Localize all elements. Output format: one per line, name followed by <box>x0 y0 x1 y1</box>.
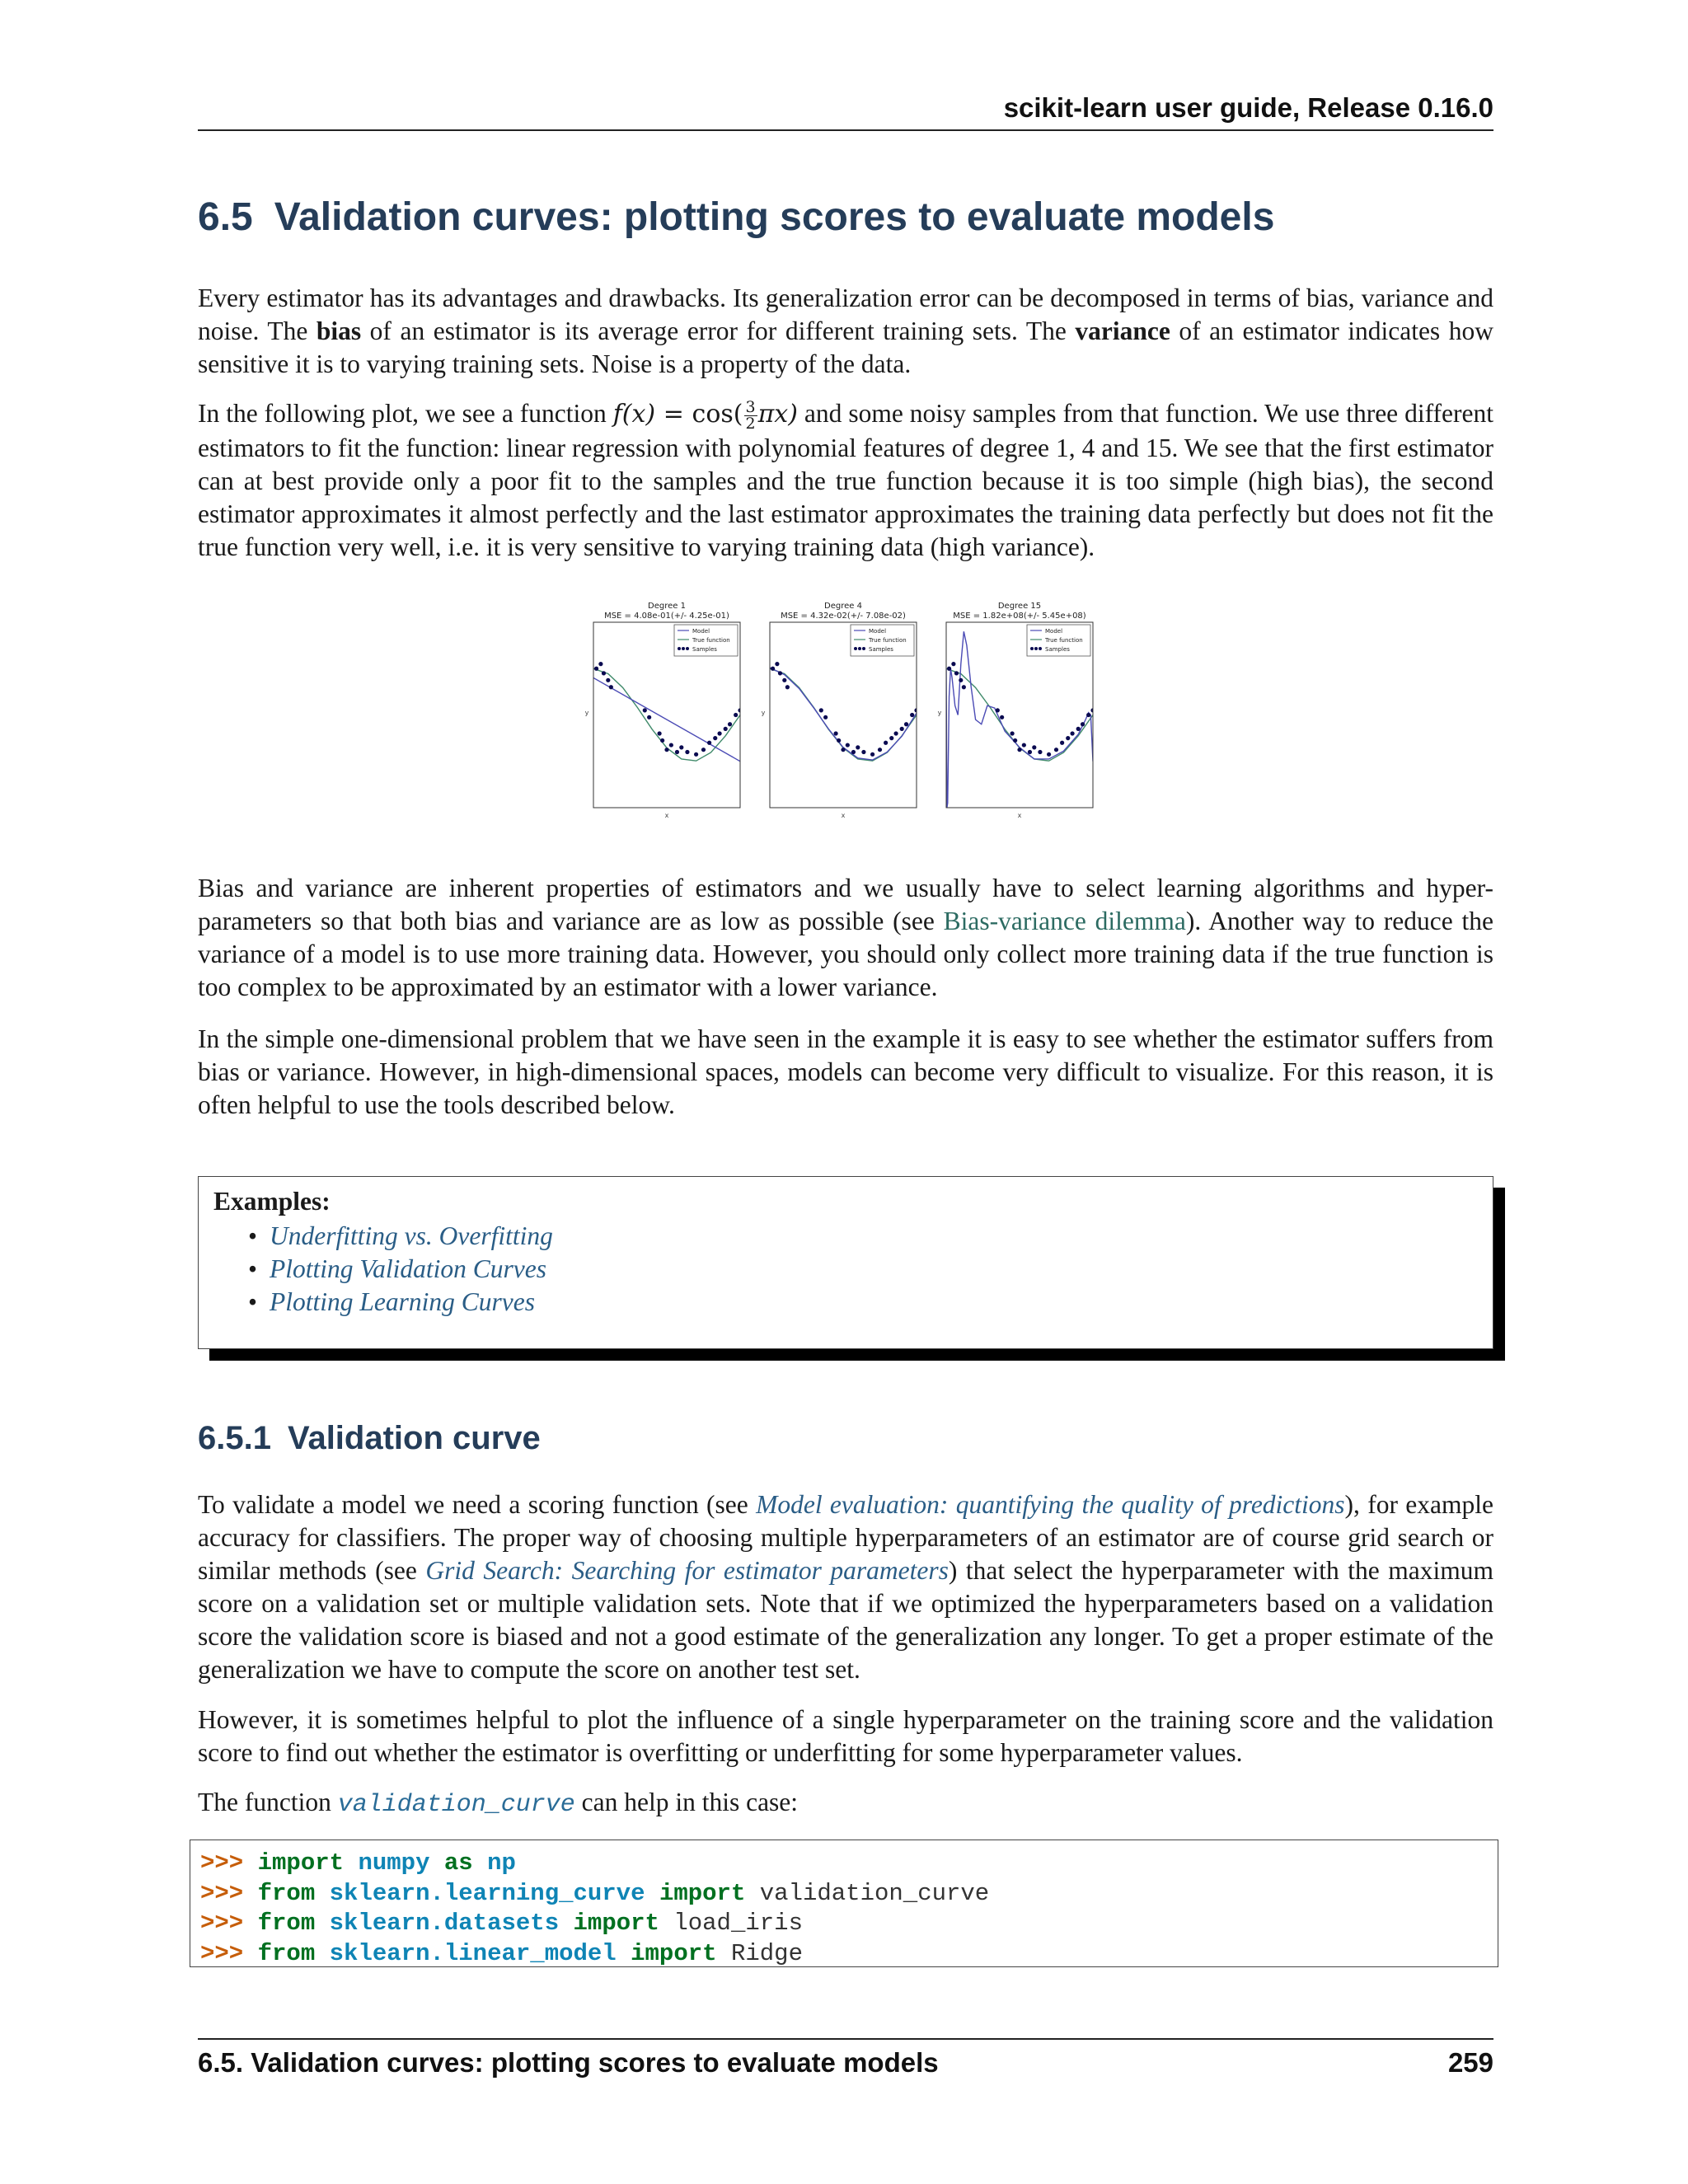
code-line <box>200 1849 1488 1879</box>
sample-point <box>658 731 662 735</box>
sample-point <box>1032 745 1036 749</box>
sample-point <box>785 685 790 689</box>
sample-point <box>884 741 888 745</box>
subplot-title: Degree 4 <box>824 602 862 611</box>
text-run: ), for example accuracy for classifiers. The proper way of choosing multiple hyperparameters of an estimator are of course grid search or similar methods (see <box>198 1490 1493 1585</box>
link-grid-search[interactable]: Grid Search: Searching for estimator parameters <box>425 1556 949 1585</box>
sample-point <box>598 662 603 666</box>
bullet-icon: • <box>248 1254 258 1283</box>
sample-point <box>856 745 860 749</box>
sample-point <box>664 748 668 752</box>
bullet-icon: • <box>248 1287 258 1316</box>
math-formula <box>612 397 798 433</box>
sample-point <box>1047 752 1051 757</box>
subsection-number: 6.5.1 <box>198 1420 271 1456</box>
sample-point <box>606 678 610 682</box>
legend-swatch-dot <box>678 647 681 650</box>
model-line <box>770 668 917 760</box>
figure-svg <box>585 598 1146 820</box>
sample-point <box>823 715 828 719</box>
legend-swatch-dot <box>1030 647 1034 650</box>
code-keyword: from <box>257 1939 316 1967</box>
paragraph-hyperparameter-influence <box>198 1704 1493 1769</box>
sample-point <box>962 685 966 689</box>
subplot-mse: MSE = 4.32e-02(+/- 7.08e-02) <box>781 612 906 621</box>
sample-point <box>954 671 959 675</box>
code-prompt: >>> <box>200 1939 244 1967</box>
text-run: ) that select the hyperparameter with the maximum score on a validation set or multiple validation sets. Note that if we optimized the hyperparameters based on a validation score the validation score is biased and not a good estimate of the generalization any longer. To get a proper estimate of the generalization we have to compute the score on another test set. <box>198 1556 1493 1684</box>
sample-point <box>1028 750 1032 754</box>
text-run: However, it is sometimes helpful to plot the influence of a single hyperparameter on the training score and the validation score to find out whether the estimator is overfitting or underfitting for some hyperparameter values. <box>198 1705 1493 1767</box>
sample-point <box>900 727 904 731</box>
link-bias-variance-dilemma[interactable]: Bias-variance dilemma <box>943 907 1186 935</box>
text-run: can help in this case: <box>574 1788 799 1816</box>
term-bias: bias <box>316 316 362 345</box>
code-keyword: import <box>573 1910 659 1937</box>
sample-point <box>837 738 841 743</box>
sample-point <box>1060 741 1064 745</box>
sample-point <box>660 738 664 743</box>
paragraph-bias-variance <box>198 282 1493 381</box>
sample-point <box>947 667 951 671</box>
bullet-icon: • <box>248 1221 258 1250</box>
sample-point <box>602 671 606 675</box>
code-name: Ridge <box>730 1939 803 1967</box>
code-keyword: import <box>631 1939 717 1967</box>
sample-point <box>834 731 838 735</box>
sample-point <box>669 743 673 747</box>
text-run: ). Another way to reduce the variance of a model is to use more training data. However, you should only collect more training data if the true function is too complex to be approximated by an estimator with a lower variance. <box>198 907 1493 1001</box>
x-axis-label: x <box>841 812 846 819</box>
legend-entry: Samples <box>692 646 717 653</box>
text-run: In the following plot, we see a function <box>198 399 613 428</box>
sample-point <box>782 678 786 682</box>
x-axis-label: x <box>664 812 669 819</box>
text-run: The function <box>198 1788 338 1816</box>
sample-point <box>707 741 711 745</box>
sample-point <box>1076 727 1081 731</box>
footer-section-title: 6.5. Validation curves: plotting scores to evaluate models <box>198 2047 939 2078</box>
text-run: and some noisy samples from that function. We use three different estimators to fit the function: linear regression with polynomial features of degree 1, 4 and 15. We see that the first estimator can at best provide only a poor fit to the samples and the true function because it is too simple (high bias), the second estimator approximates it almost perfectly and the last estimator approximates the training data perfectly but does not fit the true function very well, i.e. it is very sensitive to varying training data (high variance). <box>198 399 1493 561</box>
sample-point <box>679 745 683 749</box>
legend-entry: Model <box>692 628 710 635</box>
y-axis-label: y <box>585 709 589 717</box>
sample-point <box>1070 731 1074 735</box>
code-module: numpy <box>358 1849 430 1877</box>
sample-point <box>778 671 782 675</box>
paragraph-function-intro <box>198 1786 1493 1821</box>
subsection-title: Validation curve <box>287 1420 541 1456</box>
math-fraction <box>744 397 757 433</box>
code-prompt: >>> <box>200 1879 244 1907</box>
sample-point <box>701 748 706 752</box>
header-rule <box>198 129 1493 131</box>
footer-rule <box>198 2038 1493 2040</box>
code-prompt: >>> <box>200 1910 244 1937</box>
example-link-underfitting[interactable]: Underfitting vs. Overfitting <box>270 1221 553 1250</box>
sample-point <box>647 715 651 719</box>
subplot-plot-area <box>593 662 743 762</box>
subplot-1 <box>585 602 743 819</box>
subplot-plot-area <box>770 662 919 761</box>
link-model-evaluation[interactable]: Model evaluation: quantifying the quality of predictions <box>756 1490 1345 1519</box>
sample-point <box>870 752 874 757</box>
sample-point <box>904 722 908 726</box>
subplot-title: Degree 1 <box>648 602 686 611</box>
sample-point <box>878 748 882 752</box>
example-item <box>248 1253 553 1286</box>
legend-entry: True function <box>1045 637 1083 644</box>
paragraph-validate-model <box>198 1488 1493 1686</box>
code-line <box>200 1939 1488 1970</box>
sample-point <box>1054 748 1058 752</box>
sample-point <box>1081 722 1085 726</box>
sample-point <box>728 722 732 726</box>
section-title: Validation curves: plotting scores to evaluate models <box>274 195 1275 239</box>
sample-point <box>1017 748 1021 752</box>
text-run: of an estimator indicates how sensitive it is to varying training sets. Noise is a property of the data. <box>198 316 1493 378</box>
sample-point <box>713 736 717 740</box>
paragraph-plot-description <box>198 397 1493 564</box>
text-run: Every estimator has its advantages and drawbacks. Its generalization error can be decomposed in terms of bias, variance and noise. The <box>198 284 1493 345</box>
legend-swatch-dot <box>1034 647 1038 650</box>
code-block[interactable] <box>190 1840 1498 1967</box>
sample-point <box>724 727 728 731</box>
sample-point <box>1013 738 1017 743</box>
code-name: load_iris <box>673 1910 803 1937</box>
sample-point <box>1000 715 1004 719</box>
code-module: sklearn.learning_curve <box>329 1879 645 1907</box>
code-keyword: import <box>257 1849 345 1877</box>
sample-point <box>643 708 647 712</box>
text-run: To validate a model we need a scoring function (see <box>198 1490 757 1519</box>
code-prompt: >>> <box>200 1849 244 1877</box>
model-line <box>946 631 1093 808</box>
subplot-mse: MSE = 1.82e+08(+/- 5.45e+08) <box>953 612 1086 621</box>
legend-swatch-dot <box>854 647 857 650</box>
subplot-2 <box>762 602 919 819</box>
legend-entry: Samples <box>869 646 893 653</box>
sample-point <box>1038 750 1042 754</box>
legend-entry: True function <box>869 637 907 644</box>
section-heading <box>198 194 1493 240</box>
examples-list <box>248 1220 553 1319</box>
subplot-plot-area <box>946 631 1095 808</box>
sample-point <box>685 750 689 754</box>
legend-entry: Model <box>1045 628 1063 635</box>
example-item <box>248 1286 553 1319</box>
sample-point <box>594 667 598 671</box>
subplot-mse: MSE = 4.08e-01(+/- 4.25e-01) <box>604 612 729 621</box>
sample-point <box>841 748 845 752</box>
math-cos: cos( <box>692 400 743 429</box>
true-function-line <box>593 668 740 761</box>
sample-point <box>675 750 679 754</box>
sample-point <box>1066 736 1070 740</box>
examples-box <box>198 1176 1493 1349</box>
fraction-denominator: 2 <box>745 414 756 433</box>
example-link-learning-curves[interactable]: Plotting Learning Curves <box>270 1287 535 1316</box>
sample-point <box>861 750 865 754</box>
legend-swatch-dot <box>858 647 861 650</box>
code-module: sklearn.linear_model <box>329 1939 617 1967</box>
example-link-validation-curves[interactable]: Plotting Validation Curves <box>270 1254 546 1283</box>
math-lhs: f(x) = <box>612 400 692 429</box>
page-number: 259 <box>1447 2047 1493 2078</box>
legend-entry: Samples <box>1045 646 1070 653</box>
code-keyword: from <box>257 1879 316 1907</box>
fraction-numerator: 3 <box>745 397 756 416</box>
code-name: np <box>487 1849 516 1877</box>
examples-title: Examples: <box>213 1187 331 1216</box>
sample-point <box>734 713 738 717</box>
legend-swatch-dot <box>862 647 865 650</box>
legend-entry: Model <box>869 628 887 635</box>
sample-point <box>889 736 893 740</box>
legend-entry: True function <box>692 637 730 644</box>
sample-point <box>893 731 898 735</box>
sample-point <box>951 662 955 666</box>
running-header: scikit-learn user guide, Release 0.16.0 <box>1003 92 1493 123</box>
section-number: 6.5 <box>198 195 253 239</box>
sample-point <box>609 685 613 689</box>
text-run: of an estimator is its average error for different training sets. The <box>361 316 1076 345</box>
x-axis-label: x <box>1017 812 1022 819</box>
paragraph-one-dimensional <box>198 1023 1493 1122</box>
subsection-heading <box>198 1420 541 1457</box>
sample-point <box>1010 731 1015 735</box>
subplot-3 <box>938 602 1095 819</box>
legend-swatch-dot <box>682 647 685 650</box>
sample-point <box>819 708 823 712</box>
legend-swatch-dot <box>686 647 689 650</box>
sample-point <box>959 678 963 682</box>
example-item <box>248 1220 553 1253</box>
sample-point <box>694 752 698 757</box>
code-keyword: as <box>443 1849 473 1877</box>
y-axis-label: y <box>937 709 942 717</box>
paragraph-inherent-properties <box>198 872 1493 1004</box>
polynomial-fit-figure <box>585 598 1146 820</box>
code-keyword: from <box>257 1910 316 1937</box>
sample-point <box>717 731 721 735</box>
sample-point <box>910 713 914 717</box>
link-validation-curve-function[interactable]: validation_curve <box>337 1791 575 1819</box>
sample-point <box>851 750 856 754</box>
legend-swatch-dot <box>1039 647 1042 650</box>
sample-point <box>996 708 1000 712</box>
text-run: Bias and variance are inherent properties of estimators and we usually have to select learning algorithms and hyper-parameters so that both bias and variance are as low as possible (see <box>198 874 1493 935</box>
sample-point <box>1022 743 1026 747</box>
sample-point <box>846 743 850 747</box>
code-name: validation_curve <box>759 1879 990 1907</box>
subplot-title: Degree 15 <box>997 602 1042 611</box>
code-module: sklearn.datasets <box>329 1910 560 1937</box>
code-line <box>200 1909 1488 1939</box>
sample-point <box>1086 713 1090 717</box>
code-line <box>200 1879 1488 1910</box>
term-variance: variance <box>1075 316 1170 345</box>
sample-point <box>775 662 779 666</box>
text-run: In the simple one-dimensional problem that we have seen in the example it is easy to see whether the estimator suffers from bias or variance. However, in high-dimensional spaces, models can become very difficult to visualize. For this reason, it is often helpful to use the tools described below. <box>198 1024 1493 1119</box>
code-keyword: import <box>659 1879 746 1907</box>
examples-box-frame <box>198 1176 1493 1349</box>
y-axis-label: y <box>761 709 766 717</box>
math-rest: πx) <box>757 400 798 429</box>
sample-point <box>771 667 775 671</box>
